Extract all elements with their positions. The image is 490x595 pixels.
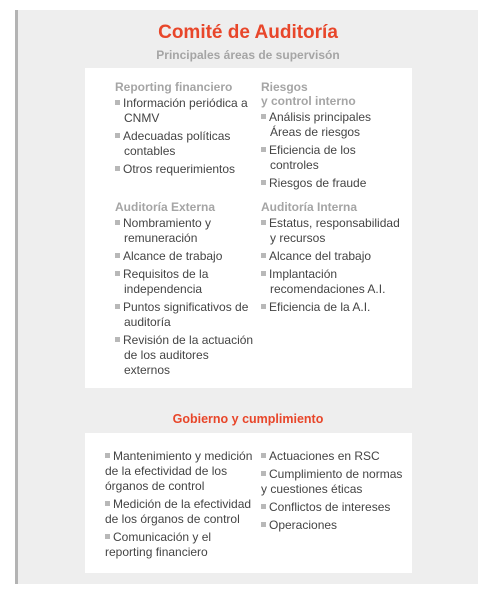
bullet-square-icon xyxy=(115,220,120,225)
bullet-square-icon xyxy=(261,471,266,476)
list-item: Nombramiento y remuneración xyxy=(115,216,255,246)
bullet-square-icon xyxy=(261,220,266,225)
bullet-square-icon xyxy=(115,166,120,171)
bullet-square-icon xyxy=(105,453,110,458)
bullet-square-icon xyxy=(115,100,120,105)
bullet-square-icon xyxy=(261,453,266,458)
audit-committee-panel xyxy=(15,10,478,584)
group-auditoria-externa xyxy=(115,200,255,381)
bullet-square-icon xyxy=(261,147,266,152)
list-item: Conflictos de intereses xyxy=(261,500,406,515)
group-title xyxy=(261,80,401,108)
bullet-square-icon xyxy=(261,253,266,258)
group-title-line: Reporting financiero xyxy=(115,80,233,94)
group-title-line: Auditoría Interna xyxy=(261,200,358,214)
list-item: Requisitos de la independencia xyxy=(115,267,255,297)
bullet-square-icon xyxy=(261,114,266,119)
list-item: Cumplimiento de normas y cuestiones éticas xyxy=(261,467,403,496)
governance-card xyxy=(85,433,412,573)
bullet-square-icon xyxy=(115,337,120,342)
group-title xyxy=(115,200,255,214)
bullet-square-icon xyxy=(105,501,110,506)
group-title-line: Riesgos xyxy=(261,80,308,94)
governance-left-column xyxy=(105,449,255,563)
list-item: Mantenimiento y medición de la efectividad de los órganos de control xyxy=(105,449,253,493)
list-item: Adecuadas políticas contables xyxy=(115,129,255,159)
group-title xyxy=(261,200,401,214)
bullet-square-icon xyxy=(261,504,266,509)
group-reporting-financiero xyxy=(115,80,255,180)
group-auditoria-interna xyxy=(261,200,401,318)
bullet-square-icon xyxy=(261,304,266,309)
list-item: Eficiencia de la A.I. xyxy=(261,300,401,315)
list-item: Otros requerimientos xyxy=(115,162,255,177)
list-item: Actuaciones en RSC xyxy=(261,449,406,464)
bullet-square-icon xyxy=(115,253,120,258)
governance-heading: Gobierno y cumplimiento xyxy=(172,412,324,426)
bullet-square-icon xyxy=(105,534,110,539)
list-item: Puntos significativos de auditoría xyxy=(115,300,255,330)
list-item: Análisis principales Áreas de riesgos xyxy=(261,110,401,140)
list-item: Riesgos de fraude xyxy=(261,176,401,191)
group-title-line: y control interno xyxy=(261,94,356,108)
list-item: Alcance de trabajo xyxy=(115,249,255,264)
group-title xyxy=(115,80,255,94)
page-title: Comité de Auditoría xyxy=(158,22,338,43)
group-title-line: Auditoría Externa xyxy=(115,200,216,214)
list-item: Medición de la efectividad de los órganos de control xyxy=(105,497,252,526)
bullet-square-icon xyxy=(261,522,266,527)
bullet-square-icon xyxy=(115,304,120,309)
list-item: Implantación recomendaciones A.I. xyxy=(261,267,401,297)
list-item: Comunicación y el reporting financiero xyxy=(105,530,212,559)
governance-right-column xyxy=(261,449,406,536)
list-item: Estatus, responsabilidad y recursos xyxy=(261,216,401,246)
list-item: Eficiencia de los controles xyxy=(261,143,401,173)
list-item: Alcance del trabajo xyxy=(261,249,401,264)
group-riesgos-control-interno xyxy=(261,80,401,194)
list-item: Revisión de la actuación de los auditores externos xyxy=(115,333,255,378)
bullet-square-icon xyxy=(261,180,266,185)
page-subtitle: Principales áreas de supervisón xyxy=(156,48,340,62)
bullet-square-icon xyxy=(115,271,120,276)
bullet-square-icon xyxy=(261,271,266,276)
supervision-areas-card xyxy=(85,68,412,388)
list-item: Operaciones xyxy=(261,518,406,533)
bullet-square-icon xyxy=(115,133,120,138)
list-item: Información periódica a CNMV xyxy=(115,96,255,126)
